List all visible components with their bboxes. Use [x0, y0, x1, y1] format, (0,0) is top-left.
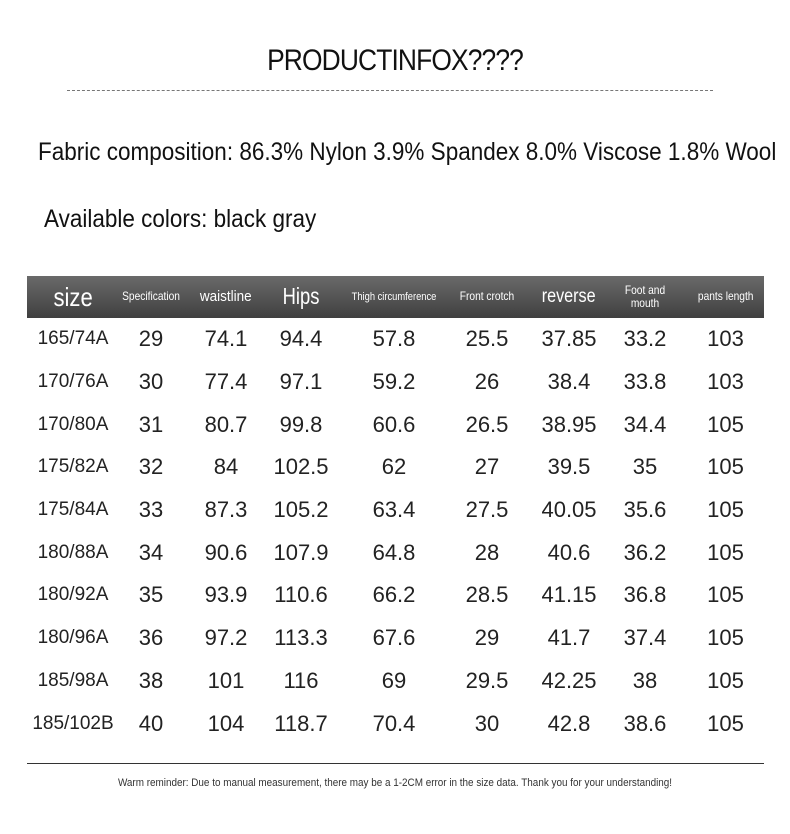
table-cell: 185/98A: [37, 669, 109, 691]
table-row: [27, 660, 764, 703]
column-header: Hips: [282, 283, 320, 310]
table-cell: 38.95: [541, 411, 597, 437]
table-cell: 70.4: [372, 710, 416, 736]
table-cell: 103: [707, 326, 744, 352]
table-cell: 38: [138, 667, 164, 693]
table-cell: 35.6: [623, 497, 667, 523]
table-cell: 37.85: [541, 326, 597, 352]
fabric-composition: Fabric composition: 86.3% Nylon 3.9% Spandex 8.0% Viscose 1.8% Wool: [38, 138, 777, 166]
column-header: Thigh circumference: [351, 290, 437, 303]
table-cell: 34: [138, 539, 164, 565]
table-cell: 33: [138, 497, 164, 523]
table-cell: 116: [283, 667, 319, 693]
column-header: reverse: [542, 285, 596, 307]
table-cell: 84: [213, 454, 239, 480]
table-cell: 32: [138, 454, 164, 480]
table-cell: 40: [138, 710, 164, 736]
table-row: [27, 403, 764, 446]
table-cell: 80.7: [204, 411, 248, 437]
column-header: Foot and mouth: [624, 282, 666, 310]
table-row: [27, 318, 764, 361]
table-cell: 118.7: [274, 710, 328, 736]
table-cell: 41.7: [547, 625, 591, 651]
table-cell: 29.5: [465, 667, 509, 693]
table-cell: 105: [707, 454, 744, 480]
table-row: [27, 531, 764, 574]
column-header: Front crotch: [459, 289, 515, 304]
table-cell: 180/88A: [37, 541, 109, 563]
table-cell: 97.1: [279, 369, 323, 395]
table-cell: 38: [632, 667, 658, 693]
table-cell: 33.2: [623, 326, 667, 352]
table-cell: 105: [707, 625, 744, 651]
table-cell: 87.3: [204, 497, 248, 523]
table-cell: 66.2: [372, 582, 416, 608]
table-row: [27, 574, 764, 617]
table-cell: 101: [207, 667, 245, 693]
available-colors: Available colors: black gray: [44, 205, 317, 233]
table-cell: 102.5: [273, 454, 329, 480]
table-cell: 63.4: [372, 497, 416, 523]
bottom-divider: [27, 763, 764, 764]
column-header: size: [53, 281, 93, 312]
page-title: PRODUCTINFOX????: [267, 44, 523, 77]
table-cell: 105: [707, 411, 744, 437]
table-cell: 69: [381, 667, 407, 693]
table-cell: 180/96A: [37, 627, 109, 649]
table-row: [27, 489, 764, 532]
table-cell: 42.25: [541, 667, 597, 693]
table-cell: 41.15: [541, 582, 597, 608]
table-cell: 105: [707, 497, 744, 523]
table-cell: 175/82A: [37, 456, 109, 478]
table-row: [27, 617, 764, 660]
table-cell: 30: [474, 710, 500, 736]
column-header: pants length: [697, 289, 754, 304]
table-cell: 97.2: [204, 625, 248, 651]
table-row: [27, 702, 764, 745]
table-cell: 180/92A: [37, 584, 109, 606]
table-cell: 31: [138, 411, 164, 437]
table-cell: 77.4: [204, 369, 248, 395]
table-cell: 185/102B: [32, 712, 114, 734]
table-cell: 28.5: [465, 582, 509, 608]
table-cell: 74.1: [204, 326, 248, 352]
table-cell: 36.2: [623, 539, 667, 565]
table-cell: 107.9: [273, 539, 329, 565]
table-cell: 175/84A: [37, 499, 109, 521]
size-table: [27, 276, 764, 745]
table-cell: 36: [138, 625, 164, 651]
table-cell: 105: [707, 710, 744, 736]
table-cell: 27: [474, 454, 500, 480]
table-cell: 64.8: [372, 539, 416, 565]
column-header: Specification: [122, 289, 180, 304]
table-cell: 90.6: [204, 539, 248, 565]
table-cell: 40.6: [547, 539, 591, 565]
table-cell: 26: [474, 369, 500, 395]
table-cell: 28: [474, 539, 500, 565]
table-row: [27, 446, 764, 489]
table-cell: 25.5: [465, 326, 509, 352]
table-cell: 29: [474, 625, 500, 651]
table-cell: 33.8: [623, 369, 667, 395]
table-body: [27, 318, 764, 745]
table-cell: 94.4: [279, 326, 323, 352]
table-header: [27, 276, 764, 318]
column-header: waistline: [200, 287, 252, 305]
table-cell: 34.4: [623, 411, 667, 437]
table-cell: 99.8: [279, 411, 323, 437]
table-cell: 57.8: [372, 326, 416, 352]
table-cell: 59.2: [372, 369, 416, 395]
table-cell: 35: [632, 454, 658, 480]
table-cell: 62: [381, 454, 407, 480]
table-cell: 36.8: [623, 582, 667, 608]
table-cell: 60.6: [372, 411, 416, 437]
table-cell: 93.9: [204, 582, 248, 608]
table-cell: 38.6: [623, 710, 667, 736]
table-cell: 110.6: [274, 582, 328, 608]
table-cell: 105: [707, 667, 744, 693]
table-row: [27, 361, 764, 404]
table-cell: 39.5: [547, 454, 591, 480]
table-cell: 26.5: [465, 411, 509, 437]
table-cell: 105: [707, 539, 744, 565]
warm-reminder: Warm reminder: Due to manual measurement, there may be a 1-2CM error in the size data. Thank you for your understanding!: [117, 777, 673, 789]
table-cell: 104: [207, 710, 245, 736]
table-cell: 29: [138, 326, 164, 352]
table-cell: 113.3: [274, 625, 328, 651]
table-cell: 165/74A: [37, 328, 109, 350]
table-cell: 170/80A: [37, 413, 109, 435]
table-cell: 67.6: [372, 625, 416, 651]
table-cell: 40.05: [541, 497, 597, 523]
table-cell: 35: [138, 582, 164, 608]
dashed-divider: [67, 90, 713, 91]
table-cell: 30: [138, 369, 164, 395]
table-cell: 38.4: [547, 369, 591, 395]
table-cell: 105: [707, 582, 744, 608]
table-cell: 42.8: [547, 710, 591, 736]
table-cell: 105.2: [273, 497, 329, 523]
table-cell: 37.4: [623, 625, 667, 651]
table-cell: 27.5: [465, 497, 509, 523]
table-cell: 170/76A: [37, 371, 109, 393]
table-cell: 103: [707, 369, 744, 395]
